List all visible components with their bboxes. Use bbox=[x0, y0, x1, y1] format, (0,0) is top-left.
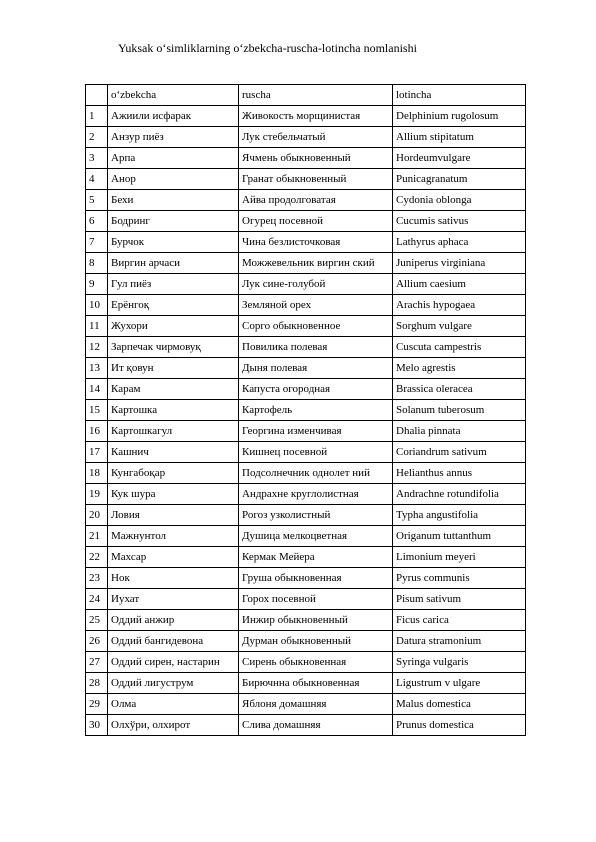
latin-name: Delphinium rugolosum bbox=[393, 106, 526, 127]
uzbek-name: Бурчок bbox=[108, 232, 239, 253]
table-row bbox=[86, 400, 526, 421]
latin-name: Melo agrestis bbox=[393, 358, 526, 379]
russian-name: Андрахне круглолистная bbox=[239, 484, 393, 505]
russian-name: Инжир обыкновенный bbox=[239, 610, 393, 631]
latin-name: Ligustrum v ulgare bbox=[393, 673, 526, 694]
row-number: 5 bbox=[86, 190, 108, 211]
russian-name: Повилика полевая bbox=[239, 337, 393, 358]
table-row bbox=[86, 106, 526, 127]
russian-name: Можжевельник виргин ский bbox=[239, 253, 393, 274]
row-number: 21 bbox=[86, 526, 108, 547]
latin-name: Dhalia pinnata bbox=[393, 421, 526, 442]
row-number: 10 bbox=[86, 295, 108, 316]
russian-name: Земляной орех bbox=[239, 295, 393, 316]
latin-name: Prunus domestica bbox=[393, 715, 526, 736]
document-title: Yuksak o‘simliklarning o‘zbekcha-ruscha-lotincha nomlanishi bbox=[118, 41, 417, 55]
russian-name: Рогоз узколистный bbox=[239, 505, 393, 526]
row-number: 2 bbox=[86, 127, 108, 148]
row-number: 8 bbox=[86, 253, 108, 274]
row-number: 4 bbox=[86, 169, 108, 190]
russian-name: Лук стебельчатый bbox=[239, 127, 393, 148]
latin-name: Coriandrum sativum bbox=[393, 442, 526, 463]
latin-name: Origanum tuttanthum bbox=[393, 526, 526, 547]
row-number: 12 bbox=[86, 337, 108, 358]
table-row bbox=[86, 484, 526, 505]
header-number bbox=[86, 85, 108, 106]
table-body bbox=[86, 106, 526, 736]
russian-name: Подсолнечник однолет ний bbox=[239, 463, 393, 484]
table-row bbox=[86, 505, 526, 526]
table-row bbox=[86, 211, 526, 232]
latin-name: Cuscuta campestris bbox=[393, 337, 526, 358]
uzbek-name: Ажиили исфарак bbox=[108, 106, 239, 127]
table-row bbox=[86, 148, 526, 169]
uzbek-name: Анзур пиёз bbox=[108, 127, 239, 148]
uzbek-name: Ерёнгоқ bbox=[108, 295, 239, 316]
row-number: 23 bbox=[86, 568, 108, 589]
latin-name: Malus domestica bbox=[393, 694, 526, 715]
latin-name: Hordeumvulgare bbox=[393, 148, 526, 169]
latin-name: Syringa vulgaris bbox=[393, 652, 526, 673]
uzbek-name: Кук шура bbox=[108, 484, 239, 505]
row-number: 20 bbox=[86, 505, 108, 526]
latin-name: Pyrus communis bbox=[393, 568, 526, 589]
russian-name: Горох посевной bbox=[239, 589, 393, 610]
uzbek-name: Зарпечак чирмовуқ bbox=[108, 337, 239, 358]
row-number: 7 bbox=[86, 232, 108, 253]
row-number: 14 bbox=[86, 379, 108, 400]
latin-name: Sorghum vulgare bbox=[393, 316, 526, 337]
uzbek-name: Гул пиёз bbox=[108, 274, 239, 295]
uzbek-name: Оддий сирен, настарин bbox=[108, 652, 239, 673]
row-number: 18 bbox=[86, 463, 108, 484]
latin-name: Allium caesium bbox=[393, 274, 526, 295]
row-number: 1 bbox=[86, 106, 108, 127]
row-number: 15 bbox=[86, 400, 108, 421]
russian-name: Слива домашняя bbox=[239, 715, 393, 736]
uzbek-name: Кунгабоқар bbox=[108, 463, 239, 484]
latin-name: Arachis hypogaea bbox=[393, 295, 526, 316]
uzbek-name: Арпа bbox=[108, 148, 239, 169]
row-number: 6 bbox=[86, 211, 108, 232]
russian-name: Чина безлисточковая bbox=[239, 232, 393, 253]
russian-name: Груша обыкновенная bbox=[239, 568, 393, 589]
latin-name: Punicagranatum bbox=[393, 169, 526, 190]
table-row bbox=[86, 295, 526, 316]
header-russian: ruscha bbox=[239, 85, 393, 106]
uzbek-name: Махсар bbox=[108, 547, 239, 568]
russian-name: Картофель bbox=[239, 400, 393, 421]
row-number: 16 bbox=[86, 421, 108, 442]
table-row bbox=[86, 253, 526, 274]
uzbek-name: Виргин арчаси bbox=[108, 253, 239, 274]
uzbek-name: Кашнич bbox=[108, 442, 239, 463]
russian-name: Сорго обыкновенное bbox=[239, 316, 393, 337]
uzbek-name: Анор bbox=[108, 169, 239, 190]
latin-name: Helianthus annus bbox=[393, 463, 526, 484]
table-row bbox=[86, 715, 526, 736]
uzbek-name: Жухори bbox=[108, 316, 239, 337]
russian-name: Айва продолговатая bbox=[239, 190, 393, 211]
latin-name: Cydonia oblonga bbox=[393, 190, 526, 211]
table-row bbox=[86, 442, 526, 463]
table-row bbox=[86, 694, 526, 715]
russian-name: Георгина изменчивая bbox=[239, 421, 393, 442]
table-row bbox=[86, 169, 526, 190]
table-header-row bbox=[86, 85, 526, 106]
latin-name: Lathyrus aphaca bbox=[393, 232, 526, 253]
russian-name: Дыня полевая bbox=[239, 358, 393, 379]
row-number: 27 bbox=[86, 652, 108, 673]
latin-name: Allium stipitatum bbox=[393, 127, 526, 148]
row-number: 3 bbox=[86, 148, 108, 169]
uzbek-name: Оддий анжир bbox=[108, 610, 239, 631]
uzbek-name: Мажнунтол bbox=[108, 526, 239, 547]
row-number: 30 bbox=[86, 715, 108, 736]
uzbek-name: Оддий лигуструм bbox=[108, 673, 239, 694]
row-number: 22 bbox=[86, 547, 108, 568]
russian-name: Гранат обыкновенный bbox=[239, 169, 393, 190]
latin-name: Pisum sativum bbox=[393, 589, 526, 610]
russian-name: Яблоня домашняя bbox=[239, 694, 393, 715]
table-row bbox=[86, 232, 526, 253]
table-row bbox=[86, 316, 526, 337]
row-number: 13 bbox=[86, 358, 108, 379]
header-latin: lotincha bbox=[393, 85, 526, 106]
header-uzbek: o‘zbekcha bbox=[108, 85, 239, 106]
uzbek-name: Олхўри, олхирот bbox=[108, 715, 239, 736]
russian-name: Лук сине-голубой bbox=[239, 274, 393, 295]
table-row bbox=[86, 631, 526, 652]
russian-name: Кермак Мейера bbox=[239, 547, 393, 568]
table-row bbox=[86, 127, 526, 148]
latin-name: Cucumis sativus bbox=[393, 211, 526, 232]
uzbek-name: Картошка bbox=[108, 400, 239, 421]
uzbek-name: Бодринг bbox=[108, 211, 239, 232]
table-row bbox=[86, 421, 526, 442]
russian-name: Ячмень обыкновенный bbox=[239, 148, 393, 169]
table-row bbox=[86, 589, 526, 610]
latin-name: Ficus carica bbox=[393, 610, 526, 631]
uzbek-name: Ловия bbox=[108, 505, 239, 526]
table-row bbox=[86, 673, 526, 694]
russian-name: Дурман обыкновенный bbox=[239, 631, 393, 652]
latin-name: Juniperus virginiana bbox=[393, 253, 526, 274]
uzbek-name: Иухат bbox=[108, 589, 239, 610]
uzbek-name: Карам bbox=[108, 379, 239, 400]
latin-name: Datura stramonium bbox=[393, 631, 526, 652]
russian-name: Капуста огородная bbox=[239, 379, 393, 400]
uzbek-name: Оддий бангидевона bbox=[108, 631, 239, 652]
row-number: 25 bbox=[86, 610, 108, 631]
row-number: 29 bbox=[86, 694, 108, 715]
russian-name: Сирень обыкновенная bbox=[239, 652, 393, 673]
latin-name: Limonium meyeri bbox=[393, 547, 526, 568]
plant-names-table bbox=[85, 84, 526, 736]
uzbek-name: Бехи bbox=[108, 190, 239, 211]
table-row bbox=[86, 358, 526, 379]
row-number: 24 bbox=[86, 589, 108, 610]
russian-name: Бирючнна обыкновенная bbox=[239, 673, 393, 694]
row-number: 19 bbox=[86, 484, 108, 505]
table-row bbox=[86, 526, 526, 547]
table-row bbox=[86, 463, 526, 484]
latin-name: Typha angustifolia bbox=[393, 505, 526, 526]
table-row bbox=[86, 652, 526, 673]
latin-name: Brassica oleracea bbox=[393, 379, 526, 400]
table-row bbox=[86, 337, 526, 358]
row-number: 26 bbox=[86, 631, 108, 652]
uzbek-name: Олма bbox=[108, 694, 239, 715]
table-row bbox=[86, 274, 526, 295]
table-row bbox=[86, 547, 526, 568]
uzbek-name: Ит қовун bbox=[108, 358, 239, 379]
russian-name: Душица мелкоцветная bbox=[239, 526, 393, 547]
russian-name: Живокость морщинистая bbox=[239, 106, 393, 127]
table-row bbox=[86, 568, 526, 589]
row-number: 11 bbox=[86, 316, 108, 337]
table-row bbox=[86, 379, 526, 400]
row-number: 9 bbox=[86, 274, 108, 295]
russian-name: Кишнец посевной bbox=[239, 442, 393, 463]
russian-name: Огурец посевной bbox=[239, 211, 393, 232]
table-row bbox=[86, 610, 526, 631]
latin-name: Solanum tuberosum bbox=[393, 400, 526, 421]
row-number: 17 bbox=[86, 442, 108, 463]
uzbek-name: Нок bbox=[108, 568, 239, 589]
row-number: 28 bbox=[86, 673, 108, 694]
uzbek-name: Картошкагул bbox=[108, 421, 239, 442]
table-row bbox=[86, 190, 526, 211]
latin-name: Andrachne rotundifolia bbox=[393, 484, 526, 505]
